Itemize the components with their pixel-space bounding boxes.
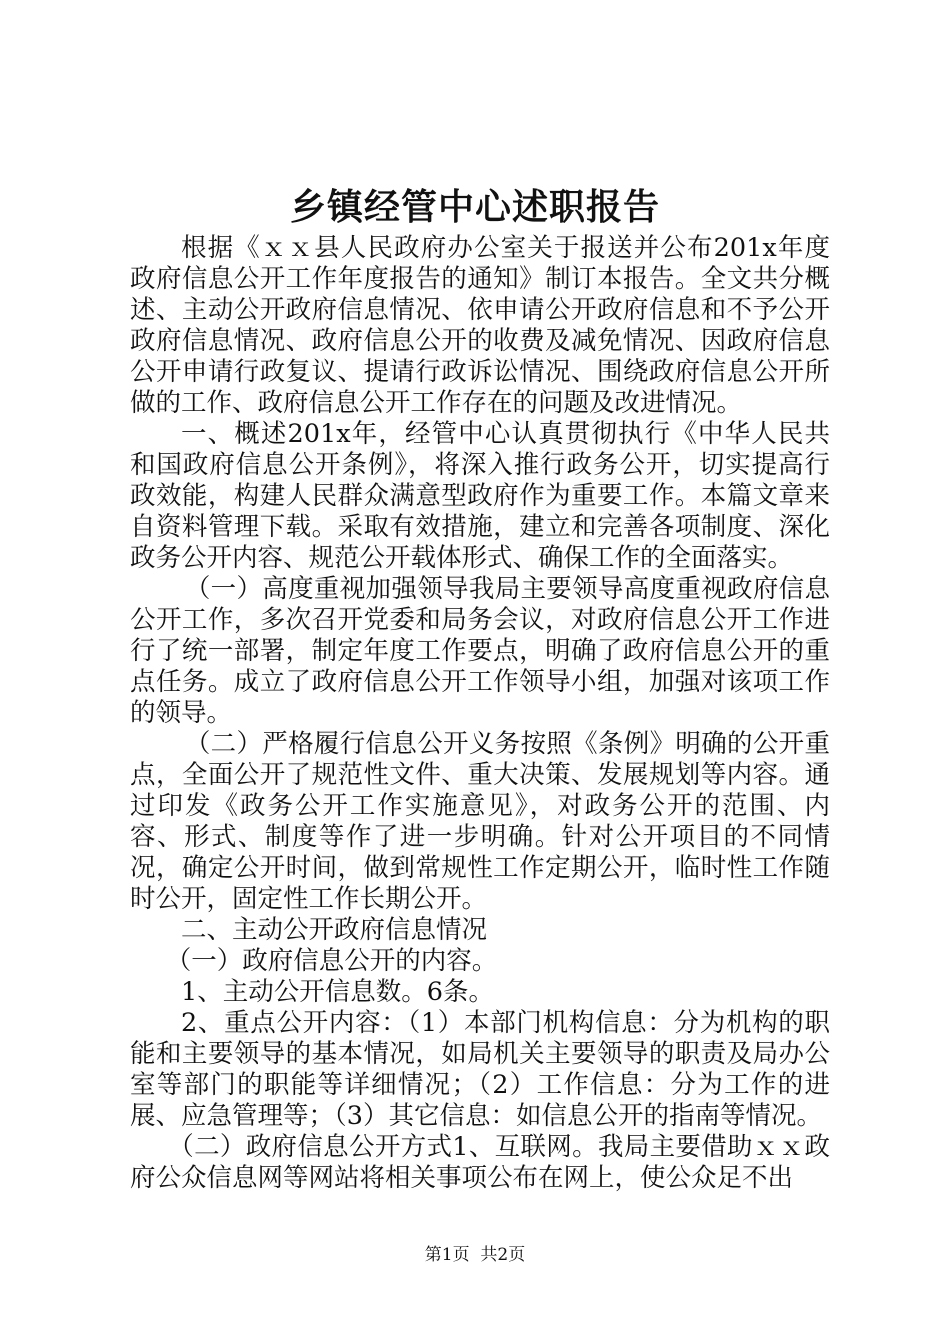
document-title: 乡镇经管中心述职报告 [289,186,660,228]
page-footer: 第1页 共2页 [424,1245,526,1265]
paragraph-section-two-heading: 二、主动公开政府信息情况 [181,915,488,945]
paragraph-leadership: （一）高度重视加强领导我局主要领导高度重视政府信息公开工作，多次召开党委和局务会议，对政府信息公开工作进行了统一部署，制定年度工作要点，明确了政府信息公开的重点任务。成立了政府信息公开工作领导小组，加强对该项工作的领导。 [130,574,830,728]
paragraph-overview: 一、概述201x年，经管中心认真贯彻执行《中华人民共和国政府信息公开条例》，将深入推行政务公开，切实提高行政效能，构建人民群众满意型政府作为重要工作。本篇文章来自资料管理下载。采取有效措施，建立和完善各项制度、深化政务公开内容、规范公开载体形式、确保工作的全面落实。 [130,419,830,573]
paragraph-intro: 根据《ｘｘ县人民政府办公室关于报送并公布201x年度政府信息公开工作年度报告的通知》制订本报告。全文共分概述、主动公开政府信息情况、依申请公开政府信息和不予公开政府信息情况、政府信息公开的收费及减免情况、因政府信息公开申请行政复议、提请行政诉讼情况、围绕政府信息公开所做的工作、政府信息公开工作存在的问题及改进情况。 [130,233,830,418]
paragraph-obligation: （二）严格履行信息公开义务按照《条例》明确的公开重点，全面公开了规范性文件、重大决策、发展规划等内容。通过印发《政务公开工作实施意见》，对政务公开的范围、内容、形式、制度等作了进一步明确。针对公开项目的不同情况，确定公开时间，做到常规性工作定期公开，临时性工作随时公开，固定性工作长期公开。 [130,729,830,914]
paragraph-content-heading: （一）政府信息公开的内容。 [165,946,498,976]
paragraph-key-content: 2、重点公开内容：（1）本部门机构信息：分为机构的职能和主要领导的基本情况，如局机关主要领导的职责及局办公室等部门的职能等详细情况；（2）工作信息：分为工作的进展、应急管理等；（3）其它信息：如信息公开的指南等情况。 [130,1008,830,1131]
paragraph-disclosure-method: （二）政府信息公开方式1、互联网。我局主要借助ｘｘ政府公众信息网等网站将相关事项公布在网上，使公众足不出 [130,1132,830,1193]
document-body [130,233,830,1194]
paragraph-info-count: 1、主动公开信息数。6条。 [181,977,494,1007]
